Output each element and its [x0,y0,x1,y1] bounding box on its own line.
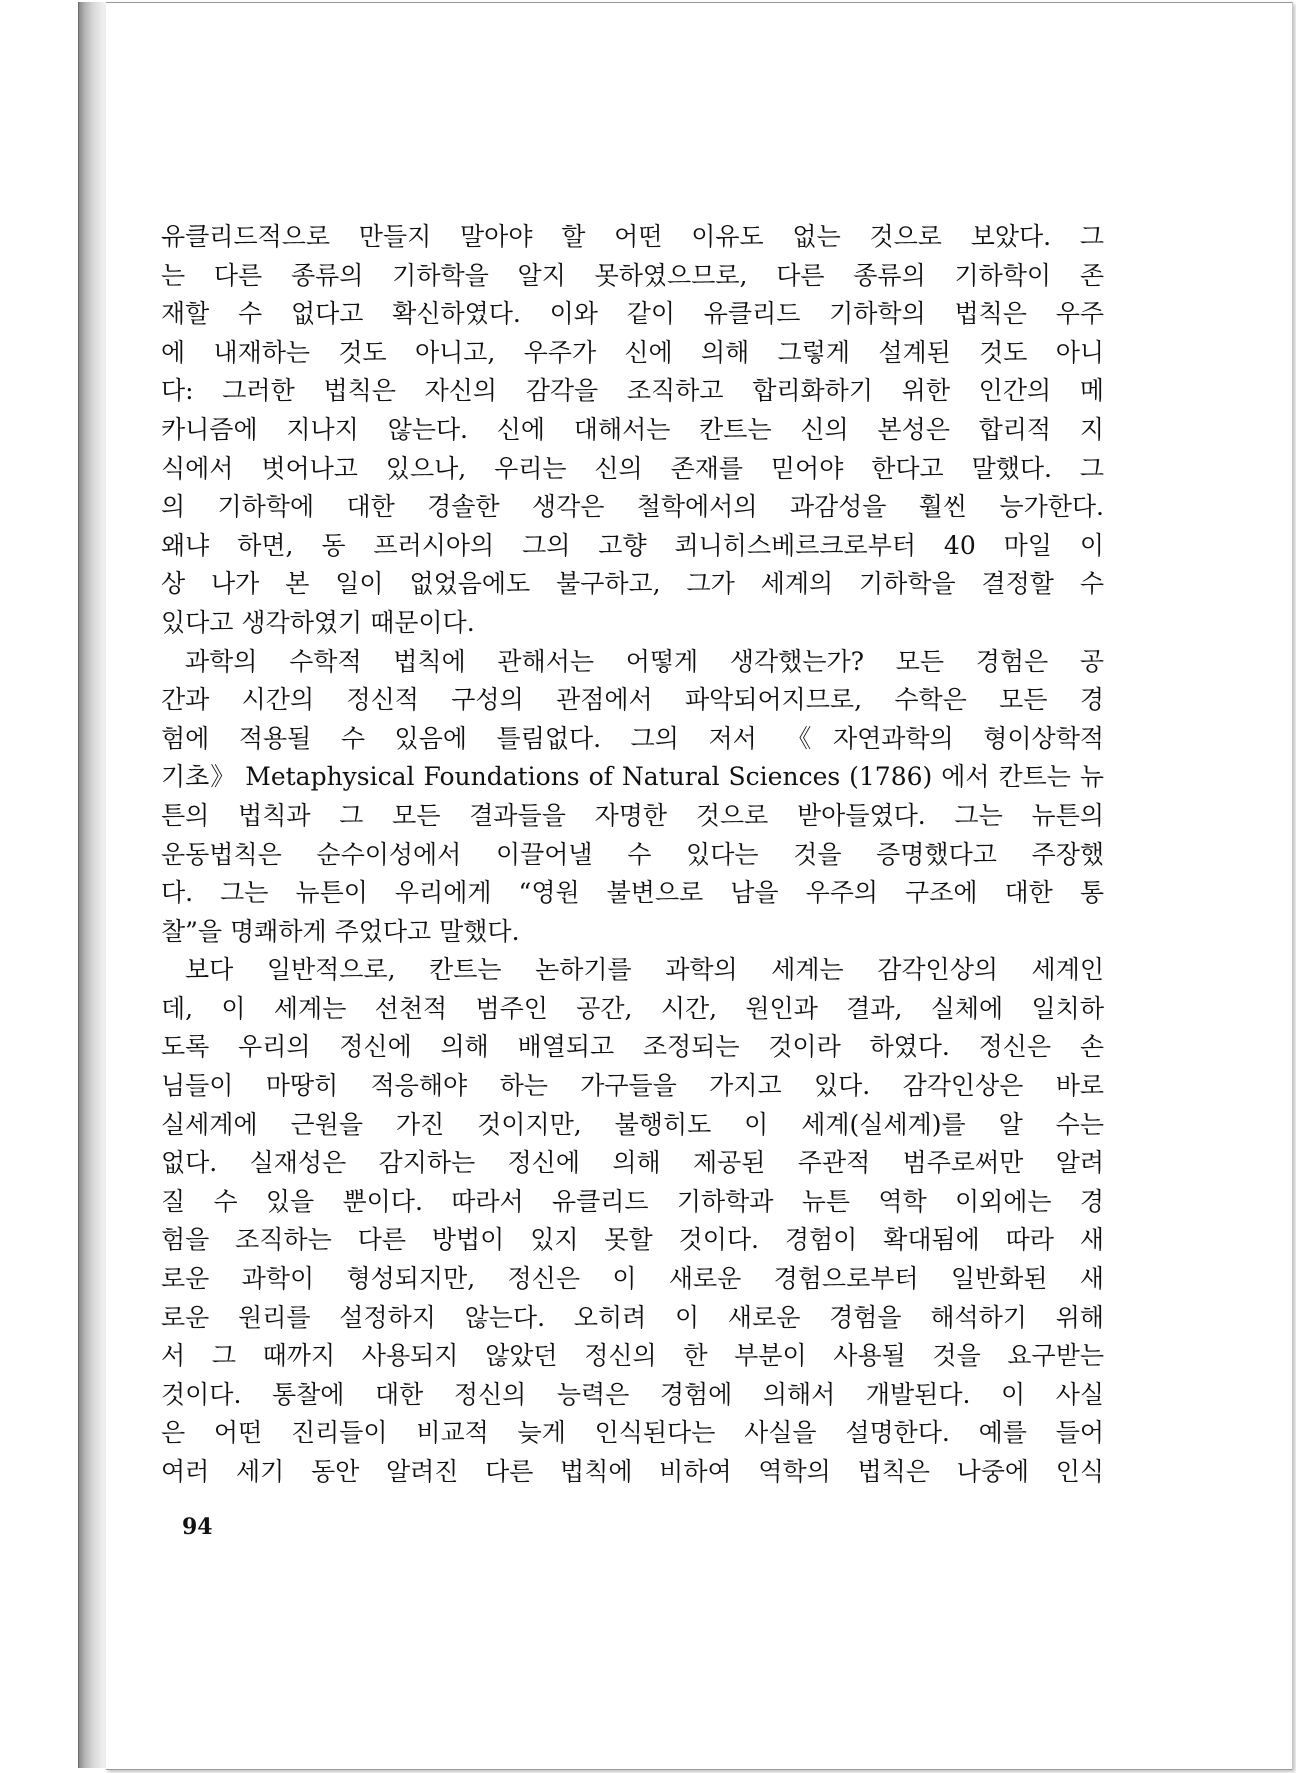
text-line: 보다 일반적으로, 칸트는 논하기를 과학의 세계는 감각인상의 세계인 [185,955,1104,985]
text-line: 다. 그는 뉴튼이 우리에게 “영원 불변으로 남을 우주의 구조에 대한 통 [161,878,1104,908]
text-line: 험에 적용될 수 있음에 틀림없다. 그의 저서 《자연과학의 형이상학적 [161,723,1104,753]
text-line: 유클리드적으로 만들지 말아야 할 어떤 이유도 없는 것으로 보았다. 그 [161,222,1104,251]
text-line: 여러 세기 동안 알려진 다른 법칙에 비하여 역학의 법칙은 나중에 인식 [161,1457,1104,1486]
text-line: 있다고 생각하였기 때문이다. [161,607,475,637]
text-line: 없다. 실재성은 감지하는 정신에 의해 제공된 주관적 범주로써만 알려 [161,1148,1104,1178]
text-line: 간과 시간의 정신적 구성의 관점에서 파악되어지므로, 수학은 모든 경 [161,685,1104,715]
text-line: 기초》 Metaphysical Foundations of Natural Sciences (1786) 에서 칸트는 뉴 [161,762,1104,792]
text-line: 험을 조직하는 다른 방법이 있지 못할 것이다. 경험이 확대됨에 따라 새 [161,1225,1104,1255]
text-line: 다: 그러한 법칙은 자신의 감각을 조직하고 합리화하기 위한 인간의 메 [161,376,1104,406]
page-number: 94 [182,1514,213,1540]
text-line: 튼의 법칙과 그 모든 결과들을 자명한 것으로 받아들였다. 그는 뉴튼의 [161,800,1104,830]
text-line: 도록 우리의 정신에 의해 배열되고 조정되는 것이라 하였다. 정신은 손 [161,1032,1104,1062]
text-line: 왜냐 하면, 동 프러시아의 그의 고향 쾨니히스베르크로부터 40 마일 이 [161,530,1104,560]
text-line: 로운 원리를 설정하지 않는다. 오히려 이 새로운 경험을 해석하기 위해 [161,1302,1104,1332]
text-line: 에 내재하는 것도 아니고, 우주가 신에 의해 그렇게 설계된 것도 아니 [161,337,1104,367]
text-line: 는 다른 종류의 기하학을 알지 못하였으므로, 다른 종류의 기하학이 존 [161,260,1104,290]
text-line: 운동법칙은 순수이성에서 이끌어낼 수 있다는 것을 증명했다고 주장했 [161,839,1104,869]
text-line: 재할 수 없다고 확신하였다. 이와 같이 유클리드 기하학의 법칙은 우주 [161,299,1104,329]
page-body-text [161,218,1104,1492]
text-line: 로운 과학이 형성되지만, 정신은 이 새로운 경험으로부터 일반화된 새 [161,1264,1104,1294]
text-line: 님들이 마땅히 적응해야 하는 가구들을 가지고 있다. 감각인상은 바로 [161,1071,1104,1101]
text-line: 식에서 벗어나고 있으나, 우리는 신의 존재를 믿어야 한다고 말했다. 그 [161,453,1104,483]
text-line: 것이다. 통찰에 대한 정신의 능력은 경험에 의해서 개발된다. 이 사실 [161,1379,1104,1409]
page-stack-edge [78,2,109,1768]
text-line: 찰”을 명쾌하게 주었다고 말했다. [161,916,520,946]
text-line: 은 어떤 진리들이 비교적 늦게 인식된다는 사실을 설명한다. 예를 들어 [161,1418,1104,1448]
text-line: 의 기하학에 대한 경솔한 생각은 철학에서의 과감성을 훨씬 능가한다. [161,492,1104,522]
text-line: 과학의 수학적 법칙에 관해서는 어떻게 생각했는가? 모든 경험은 공 [185,646,1104,676]
text-line: 데, 이 세계는 선천적 범주인 공간, 시간, 원인과 결과, 실체에 일치하 [161,993,1104,1023]
text-line: 질 수 있을 뿐이다. 따라서 유클리드 기하학과 뉴튼 역학 이외에는 경 [161,1186,1104,1216]
text-line: 실세계에 근원을 가진 것이지만, 불행히도 이 세계(실세계)를 알 수는 [161,1109,1104,1139]
text-line: 상 나가 본 일이 없었음에도 불구하고, 그가 세계의 기하학을 결정할 수 [161,569,1104,599]
text-line: 서 그 때까지 사용되지 않았던 정신의 한 부분이 사용될 것을 요구받는 [161,1341,1104,1371]
text-line: 카니즘에 지나지 않는다. 신에 대해서는 칸트는 신의 본성은 합리적 지 [161,414,1104,444]
